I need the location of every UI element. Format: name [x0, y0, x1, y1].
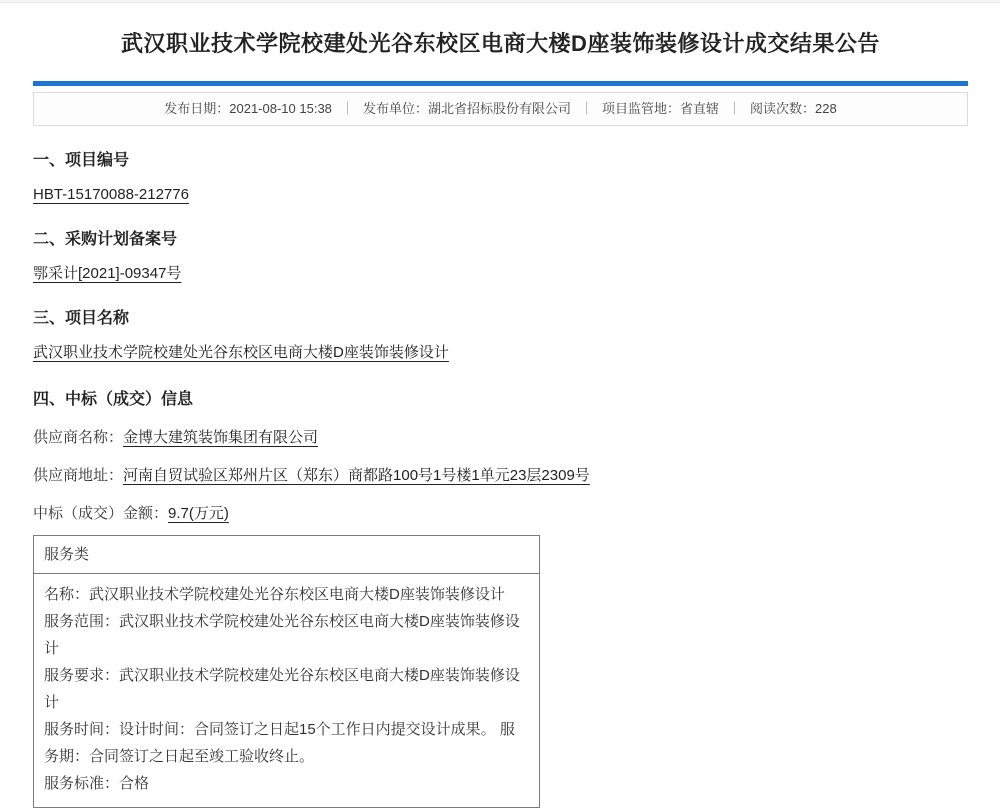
project-number-value: HBT-15170088-212776 — [33, 186, 189, 203]
section-procurement-plan-number — [33, 230, 968, 284]
award-amount-line — [33, 499, 968, 528]
supplier-address-line — [33, 461, 968, 490]
service-table-body — [34, 574, 539, 807]
service-row-name: 名称：武汉职业技术学院校建处光谷东校区电商大楼D座装饰装修设计 — [44, 586, 505, 603]
supplier-address-label: 供应商地址： — [33, 467, 124, 484]
award-amount-label: 中标（成交）金额： — [33, 505, 169, 522]
page-title: 武汉职业技术学院校建处光谷东校区电商大楼D座装饰装修设计成交结果公告 — [121, 31, 880, 56]
meta-bar — [33, 92, 968, 126]
service-detail-table — [33, 535, 540, 808]
meta-publisher-value: 湖北省招标股份有限公司 — [427, 101, 571, 116]
procurement-plan-number-value: 鄂采计[2021]-09347号 — [33, 265, 182, 282]
meta-read-count-value: 228 — [815, 101, 837, 116]
meta-publish-date-label: 发布日期： — [164, 101, 230, 116]
meta-publisher-label: 发布单位： — [362, 101, 428, 116]
section-project-name — [33, 309, 968, 363]
award-amount-value: 9.7(万元) — [168, 505, 229, 522]
meta-separator: ｜ — [340, 101, 354, 116]
meta-separator: ｜ — [728, 101, 742, 116]
section-project-number — [33, 151, 968, 205]
supplier-name-label: 供应商名称： — [33, 429, 124, 446]
title-divider — [33, 81, 968, 86]
supplier-name-line — [33, 423, 968, 452]
meta-publish-date-value: 2021-08-10 15:38 — [229, 101, 332, 116]
supplier-name-value: 金博大建筑装饰集团有限公司 — [123, 429, 319, 446]
announcement-page — [0, 28, 1000, 808]
section-heading-project-number: 一、项目编号 — [33, 152, 130, 169]
meta-region-value: 省直辖 — [680, 101, 720, 116]
service-row-requirement: 服务要求：武汉职业技术学院校建处光谷东校区电商大楼D座装饰装修设计 — [44, 667, 520, 711]
meta-separator: ｜ — [579, 101, 593, 116]
service-table-header: 服务类 — [34, 536, 539, 574]
meta-read-count-label: 阅读次数： — [750, 101, 816, 116]
supplier-address-value: 河南自贸试验区郑州片区（郑东）商都路100号1号楼1单元23层2309号 — [123, 467, 590, 484]
section-heading-award-info: 四、中标（成交）信息 — [33, 391, 194, 408]
service-row-scope: 服务范围：武汉职业技术学院校建处光谷东校区电商大楼D座装饰装修设计 — [44, 613, 520, 657]
section-award-info — [33, 390, 968, 808]
section-heading-project-name: 三、项目名称 — [33, 310, 130, 327]
service-row-standard: 服务标准：合格 — [44, 775, 150, 792]
service-row-time: 服务时间：设计时间：合同签订之日起15个工作日内提交设计成果。 服务期：合同签订之日起至竣工验收终止。 — [44, 721, 515, 765]
meta-region-label: 项目监管地： — [601, 101, 680, 116]
section-heading-procurement-plan-number: 二、采购计划备案号 — [33, 231, 178, 248]
project-name-value: 武汉职业技术学院校建处光谷东校区电商大楼D座装饰装修设计 — [33, 344, 449, 361]
page-top-divider — [0, 0, 1000, 3]
